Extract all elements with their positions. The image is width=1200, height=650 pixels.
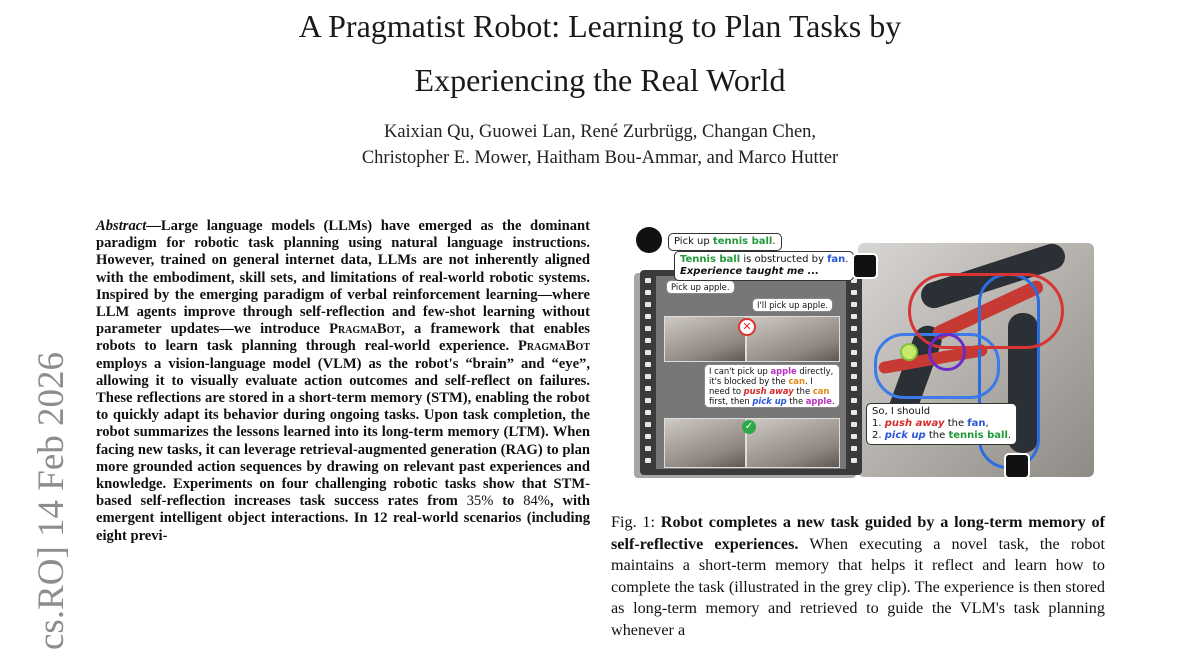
clip-photo — [746, 418, 840, 468]
abstract-text-1: —Large language models (LLMs) have emerged as the dominant paradigm for robotic task planning using natural language instructions. However, trained on general internet data, LLMs are not inherently aligned with the embodiment, skill sets, and limitations of real-world robotic systems. Inspired by the emerging paradigm of verbal reinforcement learning—where LLM agents improve through self-reflection and few-shot learning without parameter updates—we introduce — [96, 218, 590, 338]
abstract-label: Abstract — [96, 218, 147, 234]
clip-photo — [746, 316, 840, 362]
framework-name: PragmaBot — [518, 338, 590, 355]
caption-text: When executing a novel task, the robot maintains a short-term memory that helps it reflect and learn how to complete the task (illustrated in the grey clip). The experience is then stored as long-term memory and retrieved to guide the VLM's task planning whenever a — [611, 534, 1105, 639]
check-icon: ✓ — [742, 420, 756, 434]
arxiv-stamp: cs.RO] 14 Feb 2026 — [31, 351, 72, 650]
film-clip — [640, 270, 862, 475]
author-list-line-2: Christopher E. Mower, Haitham Bou-Ammar, and Marco Hutter — [361, 148, 839, 168]
user-instruction-bubble: Pick up tennis ball. — [668, 233, 782, 251]
figure-caption — [611, 512, 1105, 642]
red-highlight — [908, 273, 1064, 349]
cross-icon: ✕ — [738, 318, 756, 336]
caption-label: Fig. 1: — [611, 513, 661, 531]
paper-title-line-1: A Pragmatist Robot: Learning to Plan Tasks by — [298, 8, 902, 44]
reflection-bubble: I can't pick up apple directly, it's blocked by the can. I need to push away the can first, then pick up the apple. — [704, 364, 840, 408]
caption-bold: Robot completes a new task guided by a long-term memory of self-reflective experiences. — [611, 513, 1105, 553]
abstract — [96, 218, 590, 545]
success-rate-after: 84% — [523, 493, 550, 510]
abstract-text-5: , with emergent intelligent object interactions. In 12 real-world scenarios (including eight previ- — [96, 493, 590, 544]
user-avatar-icon — [636, 227, 662, 253]
robot-icon — [1004, 453, 1030, 479]
paper-title-line-2: Experiencing the Real World — [414, 62, 786, 98]
clip-user-bubble: Pick up apple. — [666, 280, 735, 294]
robot-icon — [852, 253, 878, 279]
abstract-text-2: , a framework that enables robots to learn task planning through real-world experience. — [96, 321, 590, 355]
abstract-text-3: employs a vision-language model (VLM) as the robot's “brain” and “eye”, allowing it to visually evaluate action outcomes and self-reflect on failures. These reflections are stored in a short-term memory (STM), enabling the robot to quickly adapt its behavior during ongoing tasks. Upon task completion, the robot summarizes the lessons learned into its long-term memory (LTM). When facing new tasks, it can leverage retrieval-augmented generation (RAG) to plan more grounded action sequences by drawing on relevant past experiences and knowledge. Experiments on four challenging robotic tasks show that STM-based self-reflection increases task success rates from — [96, 355, 590, 510]
framework-name: PragmaBot — [329, 321, 402, 338]
abstract-text-4: to — [493, 493, 524, 510]
tennis-ball-shape — [900, 343, 918, 361]
success-rate-before: 35% — [466, 493, 494, 510]
clip-photo — [664, 316, 746, 362]
clip-robot-bubble: I'll pick up apple. — [752, 298, 833, 312]
robot-observation-bubble: Tennis ball is obstructed by fan. Experience taught me ... — [674, 251, 854, 281]
clip-content — [656, 276, 846, 469]
author-list-line-1: Kaixian Qu, Guowei Lan, René Zurbrügg, Changan Chen, — [383, 122, 817, 142]
figure-1 — [630, 225, 1100, 487]
clip-photo — [664, 418, 746, 468]
plan-bubble: So, I should 1. push away the fan, 2. pick up the tennis ball. — [866, 403, 1017, 445]
fan-outline — [928, 333, 966, 371]
